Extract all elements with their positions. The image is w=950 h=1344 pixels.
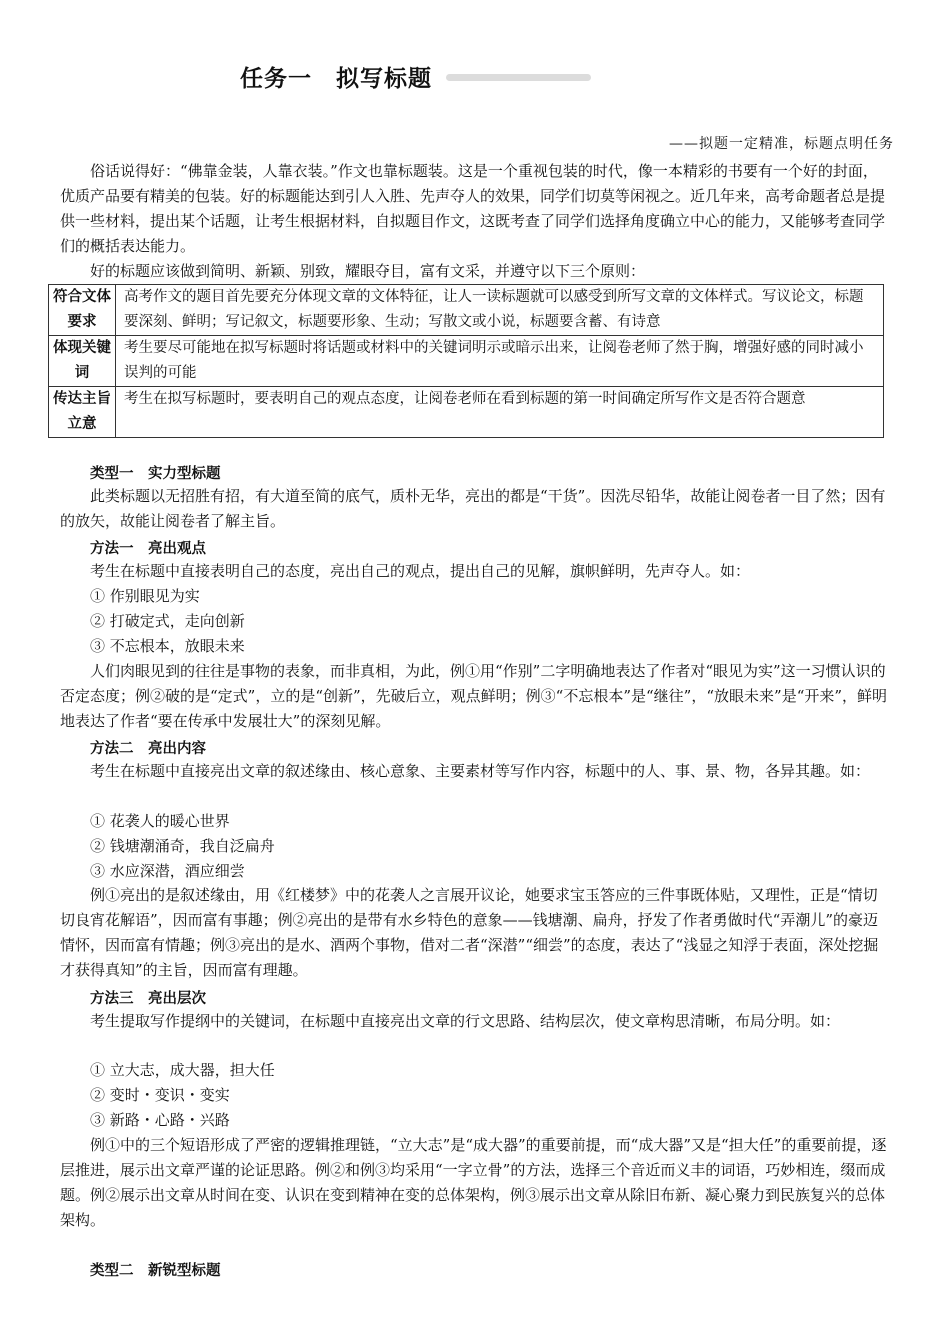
intro-paragraph-2: 好的标题应该做到简明、新颖、别致，耀眼夺目，富有文采，并遵守以下三个原则：	[90, 262, 646, 280]
method1-example-1: ① 作别眼见为实	[90, 587, 200, 605]
page-subtitle: ——拟题一定精准，标题点明任务	[669, 136, 894, 152]
principle-text: 考生要尽可能地在拟写标题时将话题或材料中的关键词明示或暗示出来，让阅卷老师了然于胸，增强好感的同时减小误判的可能	[116, 336, 884, 387]
method2-example-1: ① 花袭人的暖心世界	[90, 812, 230, 830]
table-row	[49, 285, 884, 336]
title-area	[240, 60, 660, 94]
page-title: 任务一 拟写标题	[240, 66, 432, 92]
method3-analysis: 例①中的三个短语形成了严密的逻辑推理链，“立大志”是“成大器”的重要前提，而“成大器”又是“担大任”的重要前提，逐层推进，展示出文章严谨的论证思路。例②和例③均采用“一字立骨”的方法，选择三个音近而义丰的词语，巧妙相连，缀而成题。例②展示出文章从时间在变、认识在变到精神在变的总体架构，例③展示出文章从除旧布新、凝心聚力到民族复兴的总体架构。	[60, 1136, 887, 1229]
method1-analysis: 人们肉眼见到的往往是事物的表象，而非真相，为此，例①用“作别”二字明确地表达了作者对“眼见为实”这一习惯认识的否定态度；例②破的是“定式”，立的是“创新”，先破后立，观点鲜明；例③“不忘根本”是“继往”，“放眼未来”是“开来”，鲜明地表达了作者“要在传承中发展壮大”的深刻见解。	[60, 662, 888, 730]
method1-description: 考生在标题中直接表明自己的态度，亮出自己的观点，提出自己的见解，旗帜鲜明，先声夺人。如：	[90, 562, 751, 580]
method3-description: 考生提取写作提纲中的关键词，在标题中直接亮出文章的行文思路、结构层次，使文章构思清晰，布局分明。如：	[90, 1012, 841, 1030]
table-row	[49, 336, 884, 387]
method2-analysis: 例①亮出的是叙述缘由，用《红楼梦》中的花袭人之言展开议论，她要求宝玉答应的三件事既体贴，又理性，正是“情切切良宵花解语”，因而富有事趣；例②亮出的是带有水乡特色的意象——钱塘潮、扁舟，抒发了作者勇做时代“弄潮儿”的豪迈情怀，因而富有情趣；例③亮出的是水、酒两个事物，借对二者“深潜”“细尝”的态度，表达了“浅显之知浮于表面，深处挖掘才获得真知”的主旨，因而富有理趣。	[60, 886, 879, 979]
method3-example-1: ① 立大志，成大器，担大任	[90, 1061, 275, 1079]
type1-description: 此类标题以无招胜有招，有大道至简的底气，质朴无华，亮出的都是“干货”。因洗尽铅华，故能让阅卷者一目了然；因有的放矢，故能让阅卷者了解主旨。	[60, 487, 886, 530]
type1-heading: 类型一 实力型标题	[90, 466, 221, 482]
principle-text: 高考作文的题目首先要充分体现文章的文体特征，让人一读标题就可以感受到所写文章的文体样式。写议论文，标题要深刻、鲜明；写记叙文，标题要形象、生动；写散文或小说，标题要含蓄、有诗意	[116, 285, 884, 336]
method3-example-2: ② 变时・变识・变实	[90, 1086, 230, 1104]
method2-example-2: ② 钱塘潮涌奇，我自泛扁舟	[90, 837, 275, 855]
method1-heading: 方法一 亮出观点	[90, 541, 206, 557]
intro-paragraph-1: 俗话说得好：“佛靠金装，人靠衣装。”作文也靠标题装。这是一个重视包装的时代，像一本精彩的书要有一个好的封面，优质产品要有精美的包装。好的标题能达到引人入胜、先声夺人的效果，同学们切莫等闲视之。近几年来，高考命题者总是提供一些材料，提出某个话题，让考生根据材料，自拟题目作文，这既考查了同学们选择角度确立中心的能力，又能够考查同学们的概括表达能力。	[60, 162, 886, 255]
principle-key: 体现关键词	[49, 336, 116, 387]
title-decoration-bar	[446, 74, 591, 81]
principle-key: 传达主旨立意	[49, 387, 116, 438]
method1-example-2: ② 打破定式，走向创新	[90, 612, 245, 630]
method1-example-3: ③ 不忘根本，放眼未来	[90, 637, 245, 655]
table-row	[49, 387, 884, 438]
principles-table	[48, 284, 884, 438]
principle-key: 符合文体要求	[49, 285, 116, 336]
type2-heading: 类型二 新锐型标题	[90, 1263, 221, 1279]
method2-heading: 方法二 亮出内容	[90, 741, 206, 757]
principle-text: 考生在拟写标题时，要表明自己的观点态度，让阅卷老师在看到标题的第一时间确定所写作文是否符合题意	[116, 387, 884, 438]
method3-example-3: ③ 新路・心路・兴路	[90, 1111, 230, 1129]
method2-example-3: ③ 水应深潜，酒应细尝	[90, 862, 245, 880]
method3-heading: 方法三 亮出层次	[90, 991, 206, 1007]
method2-description: 考生在标题中直接亮出文章的叙述缘由、核心意象、主要素材等写作内容，标题中的人、事、景、物，各异其趣。如：	[90, 762, 871, 780]
